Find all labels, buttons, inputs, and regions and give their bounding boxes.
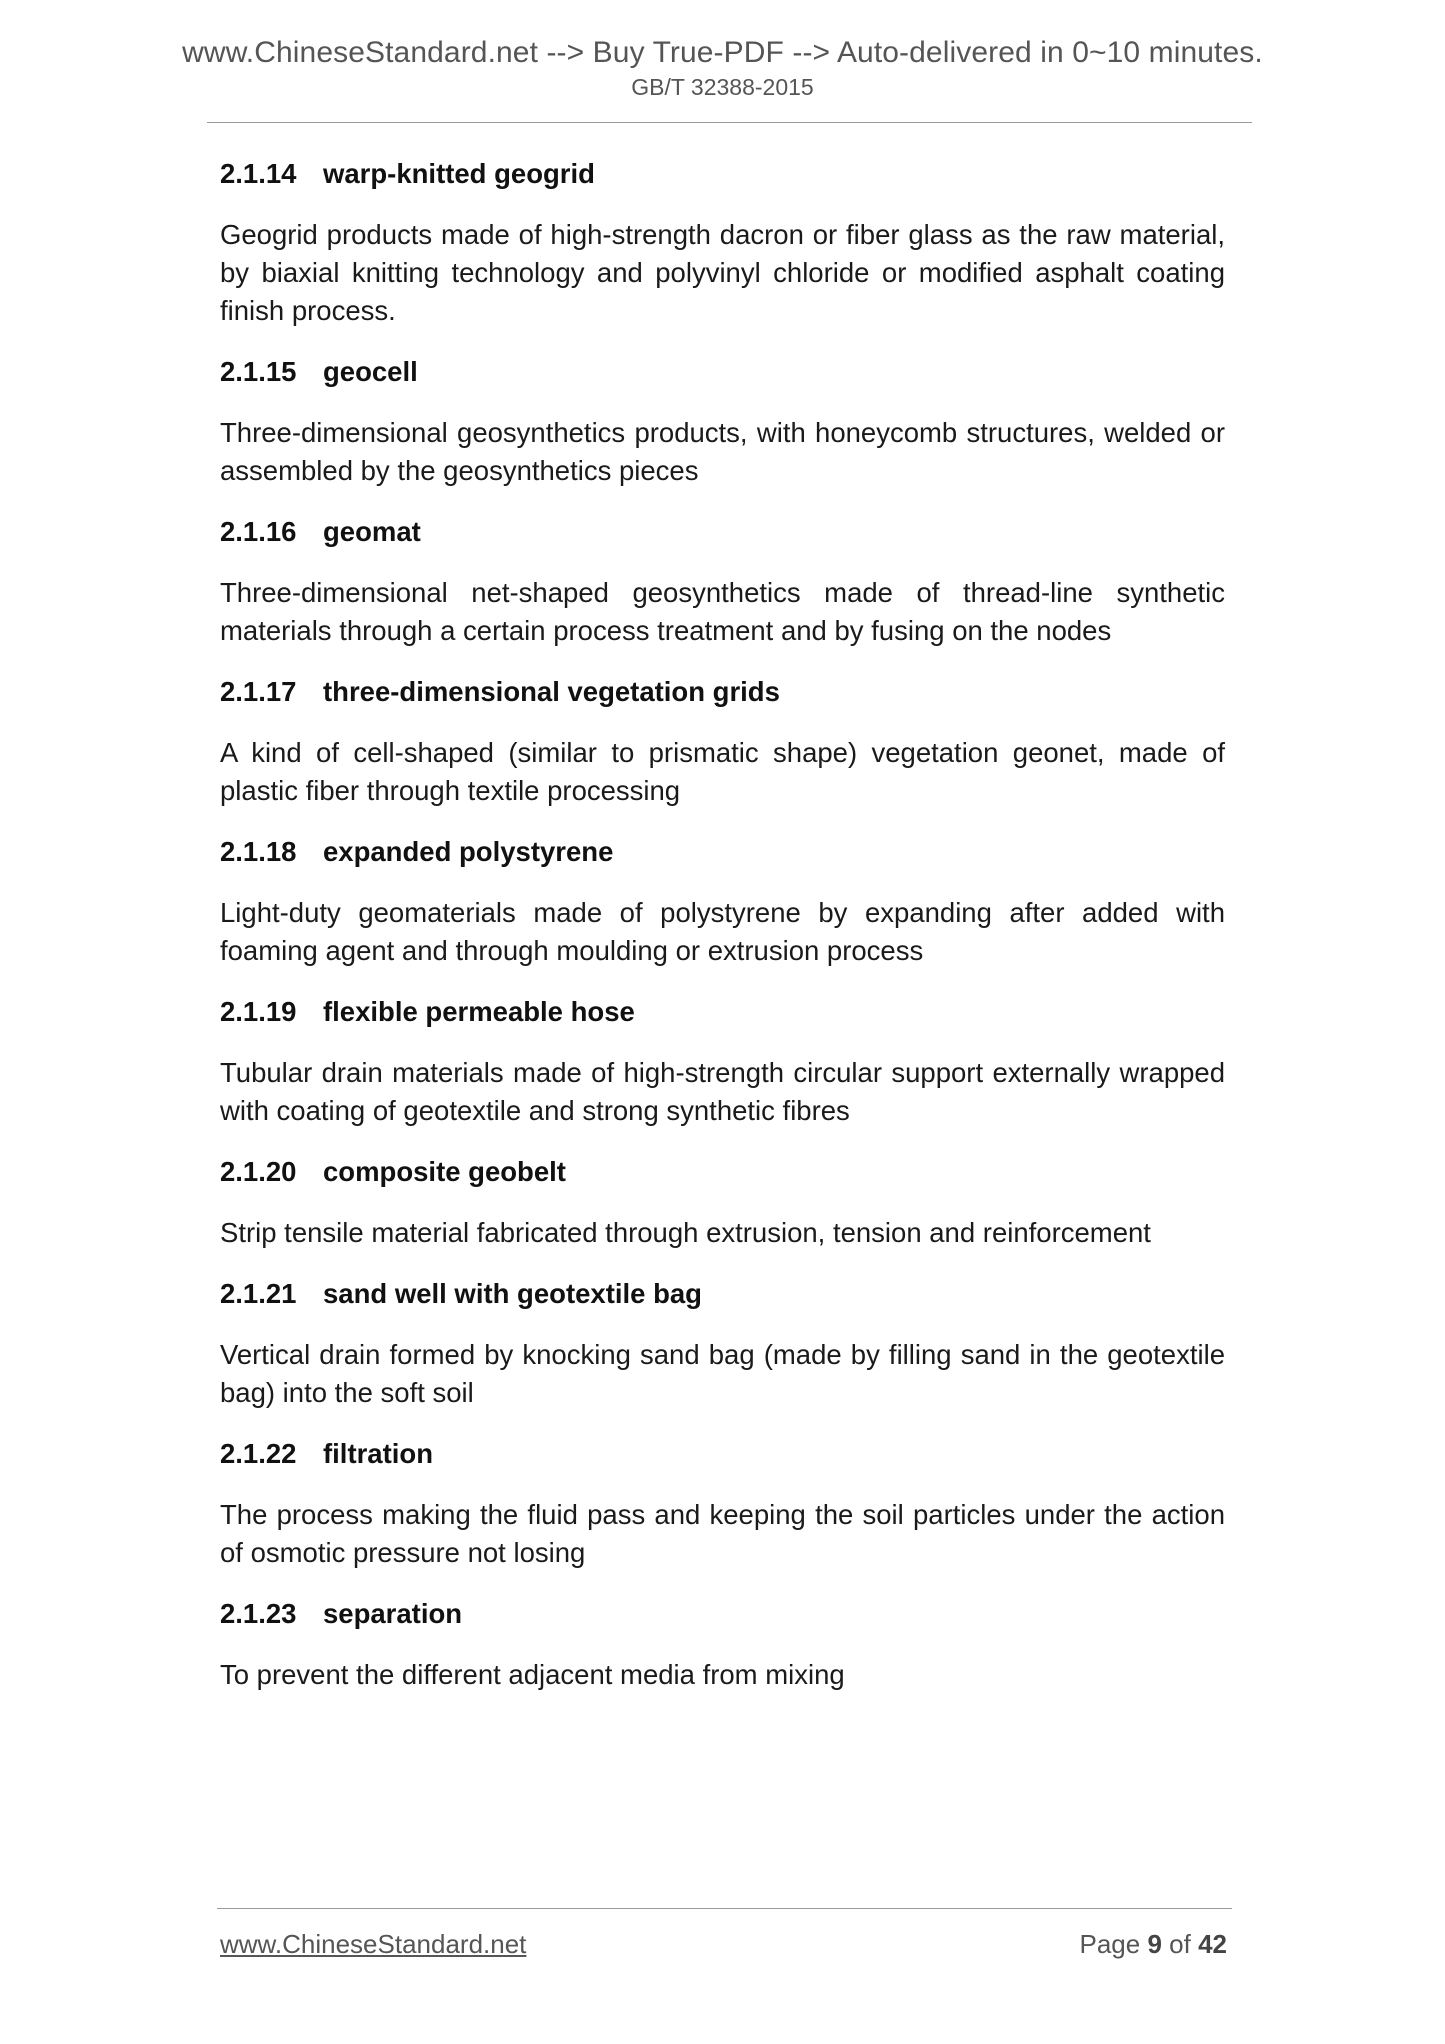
footer-website-link[interactable]: www.ChineseStandard.net — [220, 1929, 527, 1959]
term-entry — [220, 513, 1225, 650]
term-entry — [220, 1153, 1225, 1252]
term-heading — [220, 155, 1225, 193]
term-definition: Tubular drain materials made of high-strength circular support externally wrapped with coating of geotextile and strong synthetic fibres — [220, 1057, 1225, 1126]
term-number: 2.1.16 — [220, 516, 297, 547]
page-indicator — [1079, 1929, 1227, 1960]
term-number: 2.1.22 — [220, 1438, 297, 1469]
term-number: 2.1.14 — [220, 158, 297, 189]
term-number: 2.1.21 — [220, 1278, 297, 1309]
term-entry — [220, 833, 1225, 970]
term-definition: Vertical drain formed by knocking sand bag (made by filling sand in the geotextile bag) into the soft soil — [220, 1339, 1225, 1408]
term-heading — [220, 673, 1225, 711]
term-definition: Three-dimensional net-shaped geosynthetics made of thread-line synthetic materials through a certain process treatment and by fusing on the nodes — [220, 577, 1225, 646]
term-title: composite geobelt — [323, 1156, 566, 1187]
term-entry — [220, 993, 1225, 1130]
term-number: 2.1.23 — [220, 1598, 297, 1629]
term-entry — [220, 1275, 1225, 1412]
term-heading — [220, 993, 1225, 1031]
term-definition: Geogrid products made of high-strength dacron or fiber glass as the raw material, by biaxial knitting technology and polyvinyl chloride or modified asphalt coating finish process. — [220, 219, 1225, 326]
header-divider — [207, 122, 1252, 123]
term-heading — [220, 1595, 1225, 1633]
term-title: filtration — [323, 1438, 433, 1469]
term-entry — [220, 1435, 1225, 1572]
page-current: 9 — [1147, 1929, 1162, 1959]
term-title: separation — [323, 1598, 463, 1629]
term-entry — [220, 155, 1225, 330]
page-total: 42 — [1198, 1929, 1227, 1959]
terms-list — [220, 155, 1225, 1717]
term-definition: Light-duty geomaterials made of polystyrene by expanding after added with foaming agent and through moulding or extrusion process — [220, 897, 1225, 966]
term-title: expanded polystyrene — [323, 836, 614, 867]
term-title: geomat — [323, 516, 421, 547]
header-banner: www.ChineseStandard.net --> Buy True-PDF --> Auto-delivered in 0~10 minutes. — [182, 36, 1263, 69]
term-number: 2.1.19 — [220, 996, 297, 1027]
term-heading — [220, 353, 1225, 391]
term-entry — [220, 1595, 1225, 1694]
footer-divider — [217, 1908, 1232, 1909]
term-title: three-dimensional vegetation grids — [323, 676, 780, 707]
term-heading — [220, 1275, 1225, 1313]
term-heading — [220, 1435, 1225, 1473]
term-definition: Three-dimensional geosynthetics products, with honeycomb structures, welded or assembled by the geosynthetics pieces — [220, 417, 1225, 486]
term-title: flexible permeable hose — [323, 996, 635, 1027]
term-definition: A kind of cell-shaped (similar to prismatic shape) vegetation geonet, made of plastic fiber through textile processing — [220, 737, 1225, 806]
term-heading — [220, 833, 1225, 871]
term-definition: Strip tensile material fabricated through extrusion, tension and reinforcement — [220, 1217, 1151, 1248]
term-title: geocell — [323, 356, 418, 387]
term-heading — [220, 1153, 1225, 1191]
page-of-label: of — [1169, 1929, 1191, 1959]
term-definition: The process making the fluid pass and keeping the soil particles under the action of osmotic pressure not losing — [220, 1499, 1225, 1568]
term-title: warp-knitted geogrid — [323, 158, 595, 189]
term-heading — [220, 513, 1225, 551]
term-definition: To prevent the different adjacent media from mixing — [220, 1659, 845, 1690]
term-number: 2.1.15 — [220, 356, 297, 387]
term-number: 2.1.18 — [220, 836, 297, 867]
term-number: 2.1.20 — [220, 1156, 297, 1187]
term-entry — [220, 673, 1225, 810]
page-label: Page — [1079, 1929, 1141, 1959]
term-entry — [220, 353, 1225, 490]
term-title: sand well with geotextile bag — [323, 1278, 702, 1309]
standard-code: GB/T 32388-2015 — [631, 74, 814, 100]
term-number: 2.1.17 — [220, 676, 297, 707]
